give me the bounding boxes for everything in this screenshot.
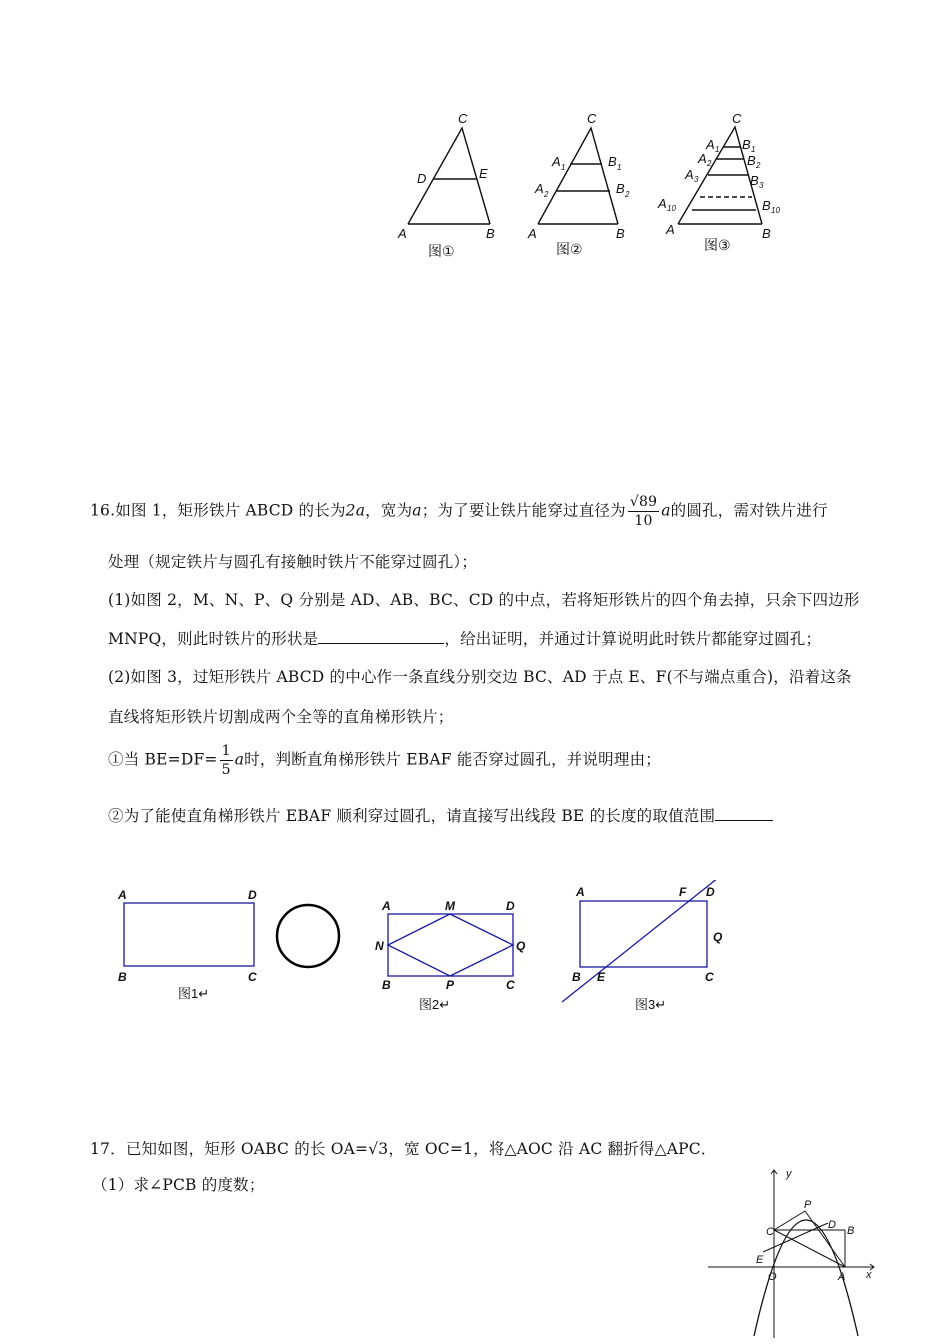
- figure-caption-1: 图1↵: [178, 986, 210, 1001]
- label-N: N: [375, 939, 384, 953]
- q16-text: 时，判断直角梯形铁片 EBAF 能否穿过圆孔，并说明理由；: [244, 750, 661, 769]
- answer-blank[interactable]: [318, 629, 444, 644]
- fraction-numerator: 1: [221, 743, 231, 759]
- label-E: E: [479, 166, 488, 181]
- q16-text: ，给出证明，并通过计算说明此时铁片都能穿过圆孔；: [444, 630, 822, 648]
- subscript-2: 2: [756, 161, 761, 170]
- fraction-denominator: 10: [634, 513, 653, 529]
- label-B: B: [572, 970, 581, 984]
- q16-text: MNPQ，则此时铁片的形状是: [108, 630, 319, 648]
- q16-line-5: (2)如图 3，过矩形铁片 ABCD 的中心作一条直线分别交边 BC、AD 于点 E、F(不与端点重合)，沿着这条: [108, 668, 852, 686]
- label-A: A: [838, 1271, 846, 1283]
- subscript-1: 1: [617, 163, 622, 172]
- rectangle-abcd: [124, 903, 254, 966]
- rectangle-figures: [110, 880, 750, 1030]
- q16-text: ；为了要让铁片能穿过直径为: [421, 501, 626, 520]
- label-x: x: [866, 1269, 872, 1281]
- subscript-3: 3: [694, 175, 699, 184]
- label-D: D: [828, 1219, 836, 1231]
- label-B1: B: [742, 137, 751, 152]
- label-B10: B: [762, 198, 771, 213]
- q16-line-4: [108, 627, 821, 649]
- subscript-2: 2: [625, 190, 630, 199]
- segment-pa: [805, 1211, 845, 1267]
- q17-line-2: （1）求∠PCB 的度数；: [92, 1176, 265, 1194]
- label-C: C: [248, 970, 257, 984]
- q16-line-1: [90, 493, 828, 530]
- subscript-1: 1: [751, 145, 756, 154]
- q16-line-7: [108, 742, 661, 779]
- label-A: A: [666, 222, 675, 237]
- label-D: D: [506, 899, 515, 913]
- subscript-2: 2: [707, 159, 712, 168]
- triangle-figure-2: [538, 128, 618, 224]
- label-C: C: [458, 111, 468, 126]
- label-B: B: [847, 1225, 855, 1237]
- label-A2: A: [535, 181, 544, 196]
- label-F: F: [679, 885, 687, 899]
- rectangle-abcd: [580, 901, 707, 967]
- label-M: M: [445, 899, 455, 913]
- label-B3: B: [750, 173, 759, 188]
- length-expression: 2a: [345, 501, 366, 520]
- subscript-1: 1: [561, 163, 566, 172]
- label-E: E: [597, 970, 606, 984]
- q16-line-3: (1)如图 2，M、N、P、Q 分别是 AD、AB、BC、CD 的中点，若将矩形铁片的四个角去掉，只余下四边形: [108, 591, 860, 609]
- label-y: y: [786, 1168, 792, 1180]
- label-A: A: [382, 899, 391, 913]
- label-A2: A: [698, 151, 707, 166]
- q16-text: ②为了能使直角梯形铁片 EBAF 顺利穿过圆孔，请直接写出线段 BE 的长度的取值范围: [108, 807, 716, 825]
- label-A10: A: [658, 196, 667, 211]
- label-A: A: [528, 226, 537, 241]
- cutting-line-ef: [562, 880, 723, 1002]
- label-A: A: [118, 888, 127, 902]
- diameter-fraction: [628, 493, 659, 530]
- label-C: C: [587, 111, 597, 126]
- q16-text: 16.如图 1，矩形铁片 ABCD 的长为: [90, 501, 346, 520]
- label-O: O: [768, 1271, 777, 1283]
- label-E: E: [756, 1254, 764, 1266]
- fraction-numerator: √89: [629, 494, 658, 510]
- label-C: C: [766, 1226, 774, 1238]
- subscript-1: 1: [715, 145, 720, 154]
- subscript-2: 2: [544, 190, 549, 199]
- answer-blank[interactable]: [715, 806, 773, 821]
- label-B1: B: [608, 154, 617, 169]
- label-P: P: [804, 1199, 812, 1211]
- subscript-3: 3: [759, 181, 764, 190]
- q16-text: ，宽为: [365, 501, 413, 520]
- rhombus-mnpq: [388, 914, 513, 976]
- label-A1: A: [552, 154, 561, 169]
- q16-line-6: 直线将矩形铁片切割成两个全等的直角梯形铁片；: [108, 708, 454, 726]
- q16-text: 的圆孔，需对铁片进行: [670, 501, 828, 520]
- q16-line-2: 处理（规定铁片与圆孔有接触时铁片不能穿过圆孔）；: [108, 553, 478, 571]
- label-C: C: [506, 978, 515, 992]
- segment-ca: [774, 1230, 845, 1267]
- rectangle-abcd: [388, 914, 513, 976]
- label-C: C: [705, 970, 714, 984]
- fraction-denominator: 5: [221, 762, 231, 778]
- fraction-variable: a: [661, 501, 671, 520]
- triangle-figures: [390, 100, 790, 270]
- label-B: B: [762, 226, 771, 241]
- label-B: B: [382, 978, 391, 992]
- figure-caption-3: 图③: [704, 237, 731, 253]
- label-D: D: [417, 171, 427, 186]
- label-B: B: [486, 226, 495, 241]
- subscript-10: 10: [771, 206, 780, 215]
- label-D: D: [248, 888, 257, 902]
- coordinate-figure: [706, 1168, 882, 1338]
- label-B2: B: [616, 181, 625, 196]
- label-A3: A: [685, 167, 694, 182]
- q17-line-1: 17．已知如图，矩形 OABC 的长 OA=√3，宽 OC=1，将△AOC 沿 AC 翻折得△APC．: [90, 1140, 717, 1158]
- label-C: C: [732, 111, 742, 126]
- figure-caption-2: 图②: [556, 241, 583, 257]
- q16-text: ①当 BE=DF=: [108, 750, 218, 769]
- figure-caption-1: 图①: [428, 243, 455, 259]
- segment-cp: [774, 1211, 805, 1230]
- width-expression: a: [412, 501, 422, 520]
- figure-caption-3: 图3↵: [635, 997, 667, 1012]
- label-A1: A: [706, 137, 715, 152]
- label-Q: Q: [516, 939, 526, 953]
- be-fraction: [220, 742, 233, 779]
- label-Q: Q: [713, 930, 723, 944]
- label-B2: B: [747, 153, 756, 168]
- fraction-variable: a: [234, 750, 245, 769]
- label-A: A: [398, 226, 407, 241]
- q16-line-8: [108, 804, 773, 826]
- label-A: A: [576, 885, 585, 899]
- figure-caption-2: 图2↵: [419, 997, 451, 1012]
- circular-hole: [277, 905, 339, 967]
- label-P: P: [446, 978, 455, 992]
- subscript-10: 10: [667, 204, 676, 213]
- label-B: B: [118, 970, 127, 984]
- label-B: B: [616, 226, 625, 241]
- label-D: D: [706, 885, 715, 899]
